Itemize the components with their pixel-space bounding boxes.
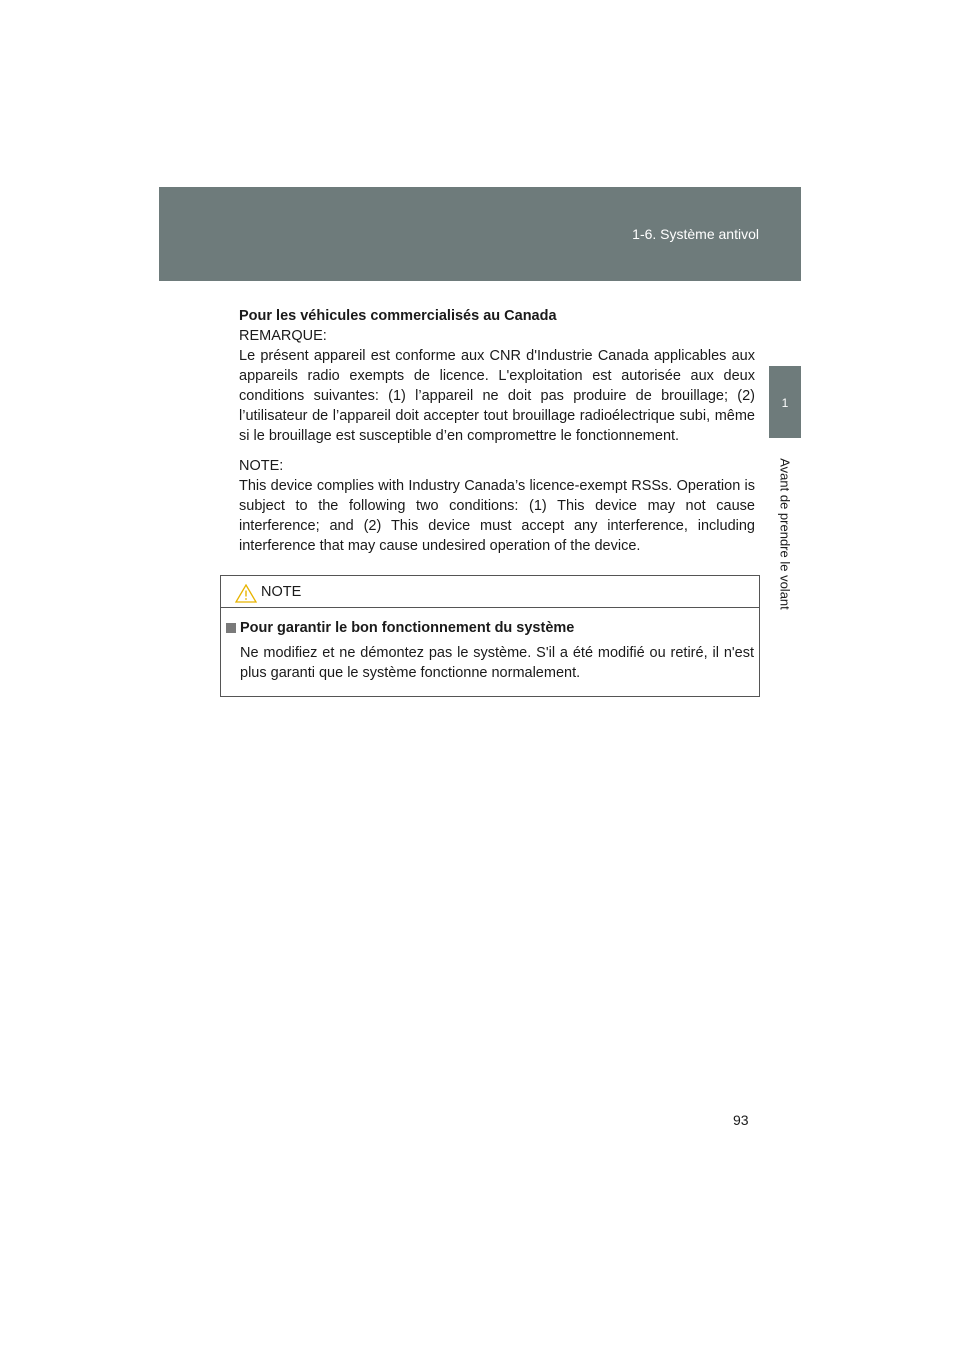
section-title: 1-6. Système antivol xyxy=(632,226,759,242)
note-header xyxy=(221,576,759,608)
french-notice-label: REMARQUE: xyxy=(239,328,327,344)
page-number: 93 xyxy=(733,1112,749,1128)
note-title: NOTE xyxy=(261,584,302,600)
chapter-tab xyxy=(769,366,801,438)
note-body: Ne modifiez et ne démontez pas le système. S'il a été modifié ou retiré, il n'est plus garanti que le système fonctionne normalement. xyxy=(240,645,754,681)
french-notice-text: Le présent appareil est conforme aux CNR d'Industrie Canada applicables aux appareils radio exempts de licence. L'exploitation est autorisée aux deux conditions suivantes: (1) l’appareil ne doit pas produire de brouillage; (2) l’utilisateur de l’appareil doit accepter tout brouillage radioélectrique subi, même si le brouillage est susceptible d’en compromettre le fonctionnement. xyxy=(239,348,755,444)
header-band xyxy=(159,187,801,281)
section-heading: Pour les véhicules commercialisés au Canada xyxy=(239,308,557,324)
bullet-square-icon xyxy=(226,623,236,633)
note-bullet-text: Pour garantir le bon fonctionnement du système xyxy=(240,620,575,636)
note-box xyxy=(220,575,760,697)
english-notice-label: NOTE: xyxy=(239,458,284,474)
chapter-number: 1 xyxy=(781,396,789,410)
english-notice-text: This device complies with Industry Canada’s licence-exempt RSSs. Operation is subject to the following two conditions: (1) This device may not cause interference; and (2) This device must accept any interference, including interference that may cause undesired operation of the device. xyxy=(239,478,755,554)
note-bullet-heading xyxy=(226,620,574,636)
main-content xyxy=(239,306,755,556)
warning-triangle-icon xyxy=(235,584,257,608)
chapter-label: Avant de prendre le volant xyxy=(777,458,793,610)
